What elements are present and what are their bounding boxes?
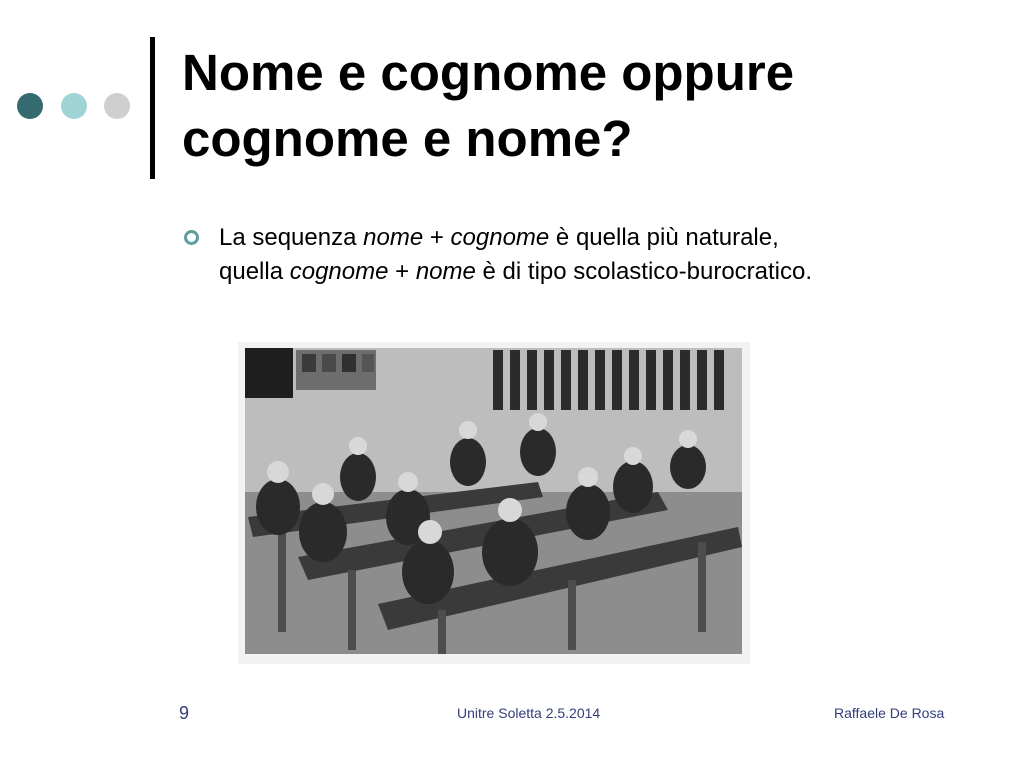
classroom-photo-illustration [238,342,750,664]
bullet-circle-icon [184,230,199,245]
light-teal-dot [61,93,87,119]
bullet-text-part: La sequenza [219,224,364,251]
footer-author: Raffaele De Rosa [834,705,945,721]
classroom-photo [238,342,750,664]
bullet-italic-cognome: cognome [289,258,389,285]
bullet-text-part: è quella più naturale, [549,224,779,251]
bullet-italic-nome: nome [363,224,424,251]
bullet-text-part: è di tipo scolastico-burocratico. [475,258,813,285]
dark-teal-dot [17,93,43,119]
bullet-text-part: quella [219,258,290,285]
bullet-italic-nome: nome [415,258,476,285]
footer-event: Unitre Soletta 2.5.2014 [457,705,601,721]
bullet-text-part: + [388,258,416,285]
bullet-text [219,221,984,289]
title-line-1: Nome e cognome oppure [182,44,795,101]
bullet-italic-cognome: cognome [450,224,550,251]
bullet-point [184,221,984,289]
slide-title [182,40,1002,173]
slide-number: 9 [179,703,190,723]
title-line-2: cognome e nome? [182,110,633,168]
title-divider-line [150,37,155,179]
grey-dot [104,93,130,119]
bullet-text-part: + [423,224,451,251]
